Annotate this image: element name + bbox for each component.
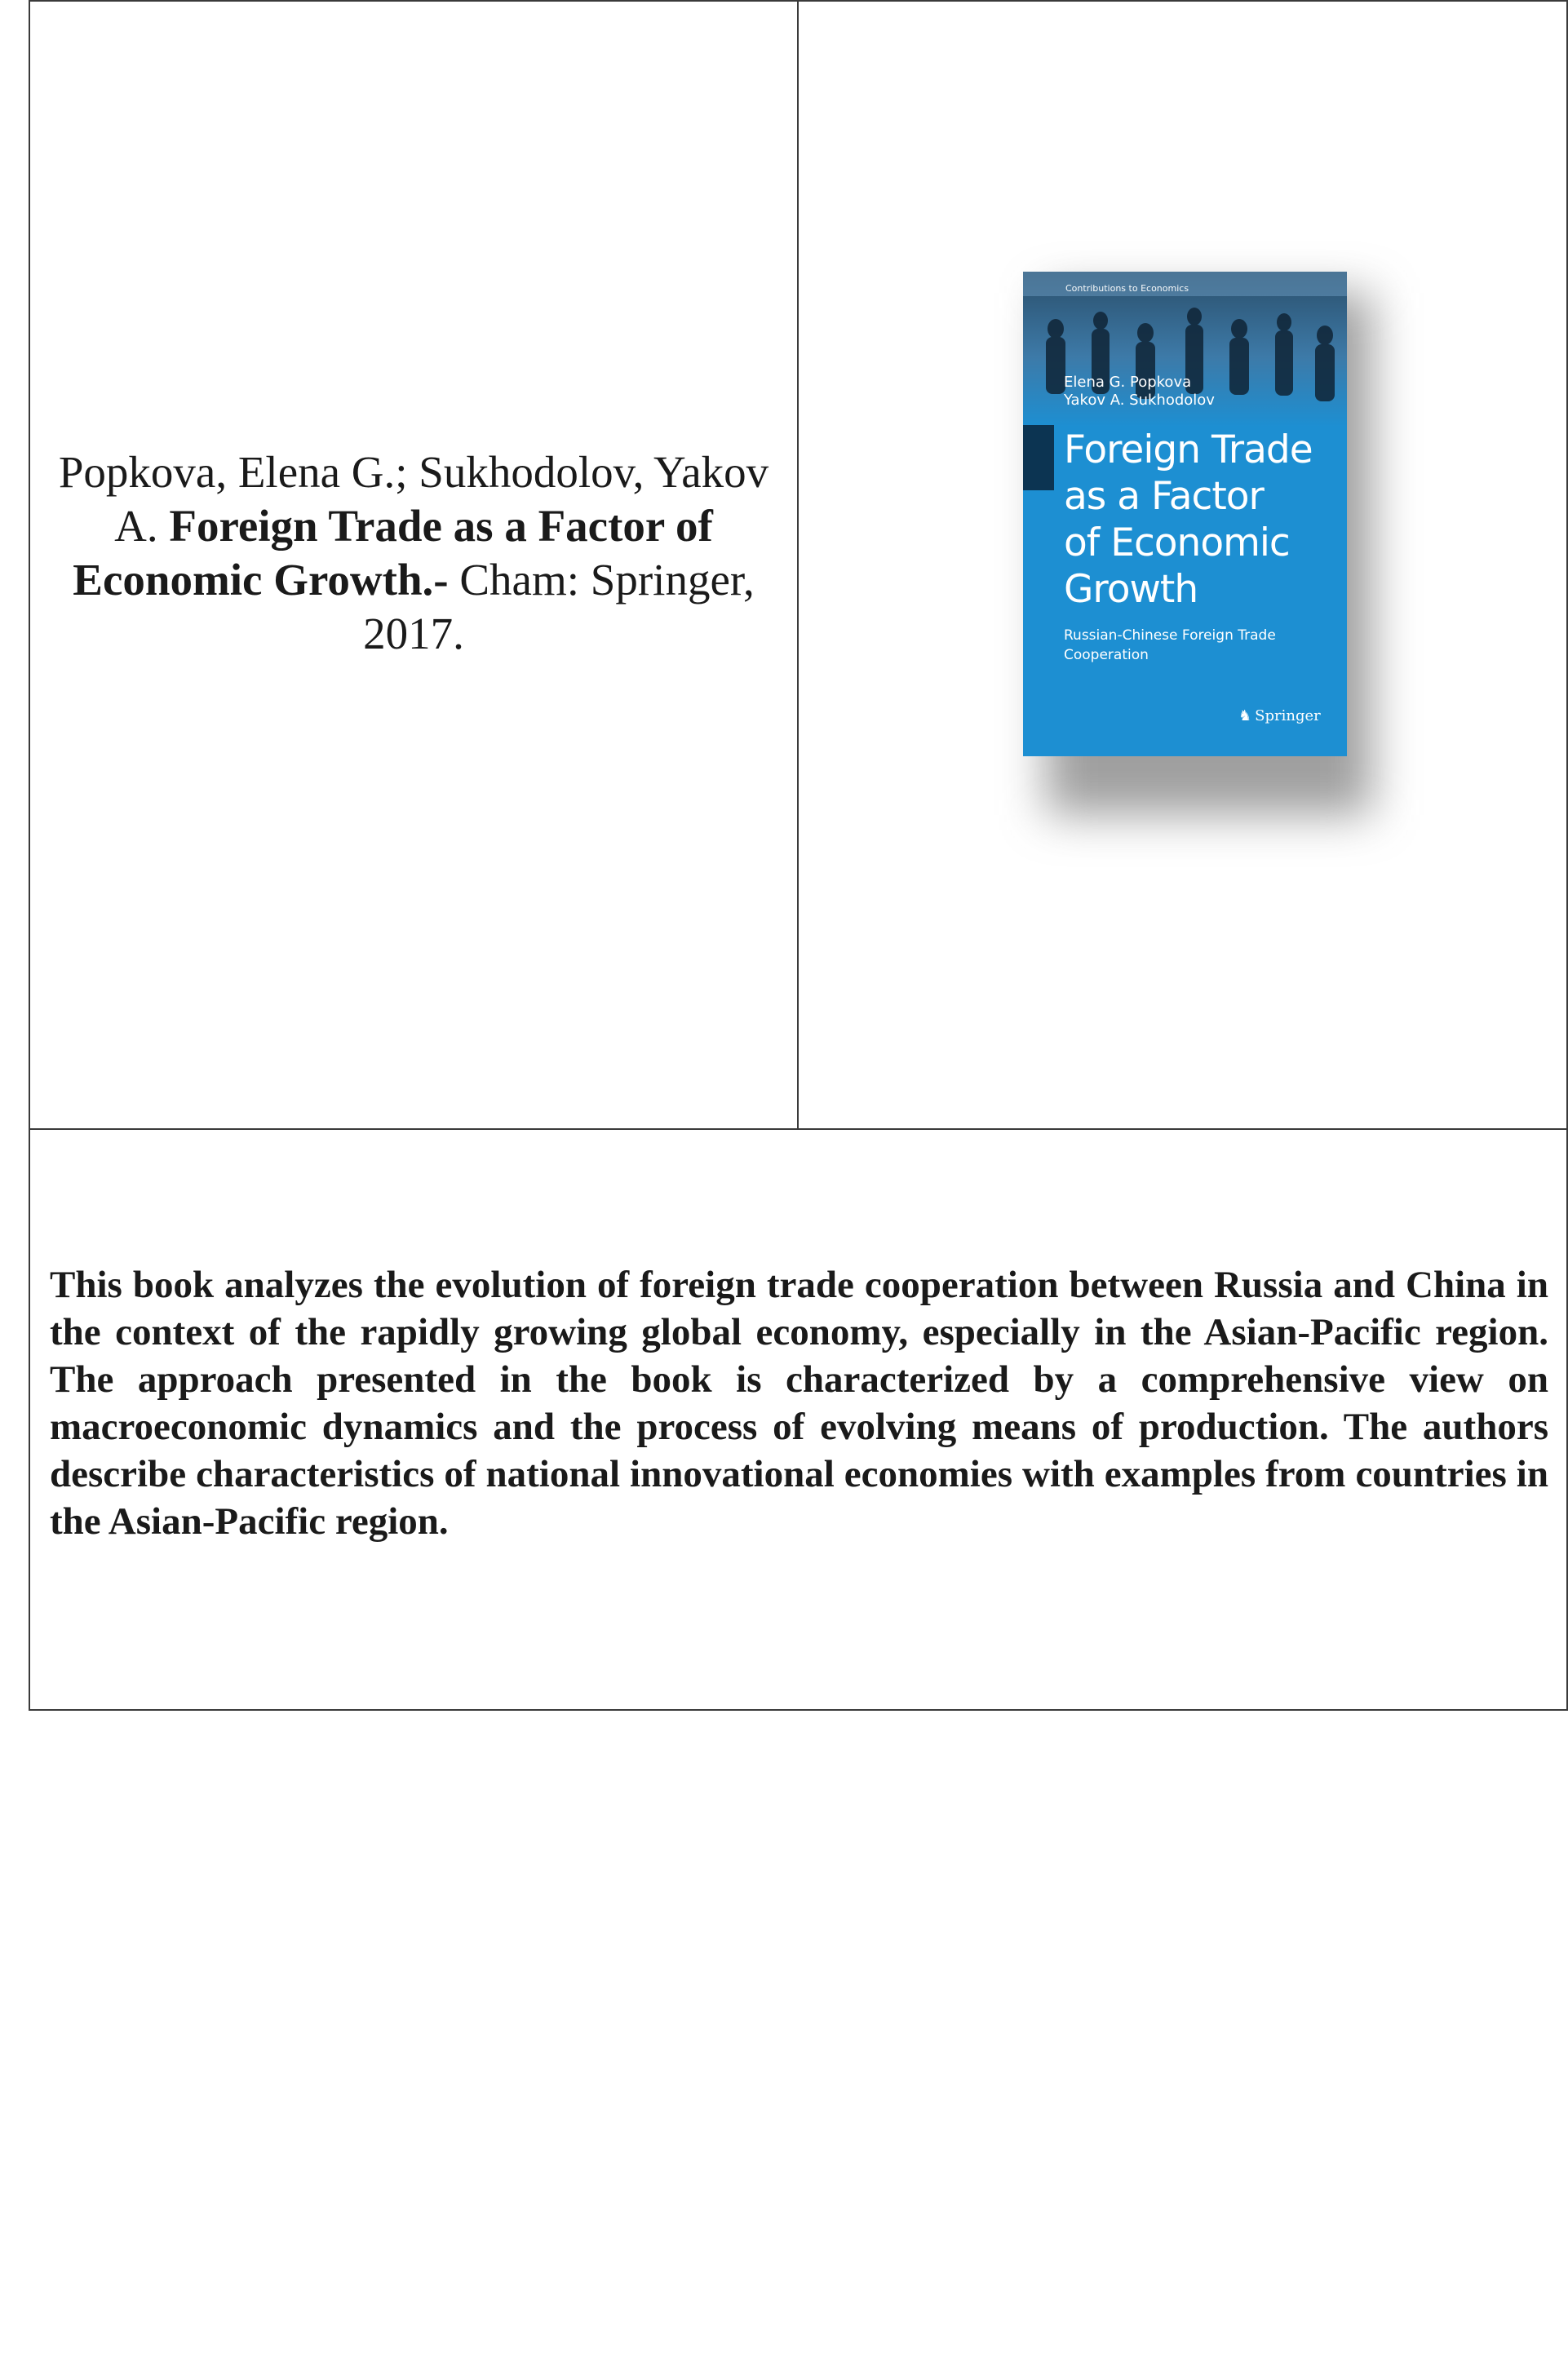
cover-author-1: Elena G. Popkova [1064, 374, 1192, 391]
springer-horse-icon: ♞ [1238, 707, 1252, 724]
cover-title-line: Foreign Trade [1064, 427, 1313, 472]
citation-cell [30, 2, 799, 1130]
book-citation [47, 445, 781, 661]
cover-series: Contributions to Economics [1065, 283, 1189, 294]
cover-author-2: Yakov A. Sukhodolov [1064, 392, 1215, 409]
catalog-table [29, 0, 1568, 1711]
citation-authors: Popkova, Elena G.; Sukhodolov, Yakov A. [58, 446, 769, 551]
citation-publisher: Cham: Springer, 2017. [363, 554, 755, 658]
cover-subtitle [1064, 626, 1276, 665]
cover-cell [799, 2, 1566, 1130]
cover-accent-bar [1023, 425, 1054, 490]
cover-title-line: as a Factor [1064, 474, 1264, 519]
cover-subtitle-line: Cooperation [1064, 647, 1149, 663]
cover-face [1023, 272, 1347, 756]
cover-title-line: Growth [1064, 567, 1198, 612]
book-abstract: This book analyzes the evolution of foreign trade cooperation between Russia and China in the context of the rapidly growing global economy, especially in the Asian-Pacific region. The approach presented in the book is characterized by a comprehensive view on macroeconomic dynamics and the process of evolving means of production. The authors describe characteristics of national innovational economies with examples from countries in the Asian-Pacific region. [50, 1264, 1548, 1543]
citation-title: Foreign Trade as a Factor of Economic Growth.- [73, 500, 713, 605]
cover-title-line: of Economic [1064, 520, 1290, 565]
cover-publisher-name: Springer [1255, 707, 1321, 724]
cover-publisher [1238, 707, 1321, 724]
abstract-cell [30, 1130, 1566, 1709]
book-cover [1023, 272, 1347, 756]
cover-subtitle-line: Russian-Chinese Foreign Trade [1064, 627, 1276, 644]
cover-authors [1064, 374, 1215, 410]
cover-title [1064, 427, 1313, 613]
